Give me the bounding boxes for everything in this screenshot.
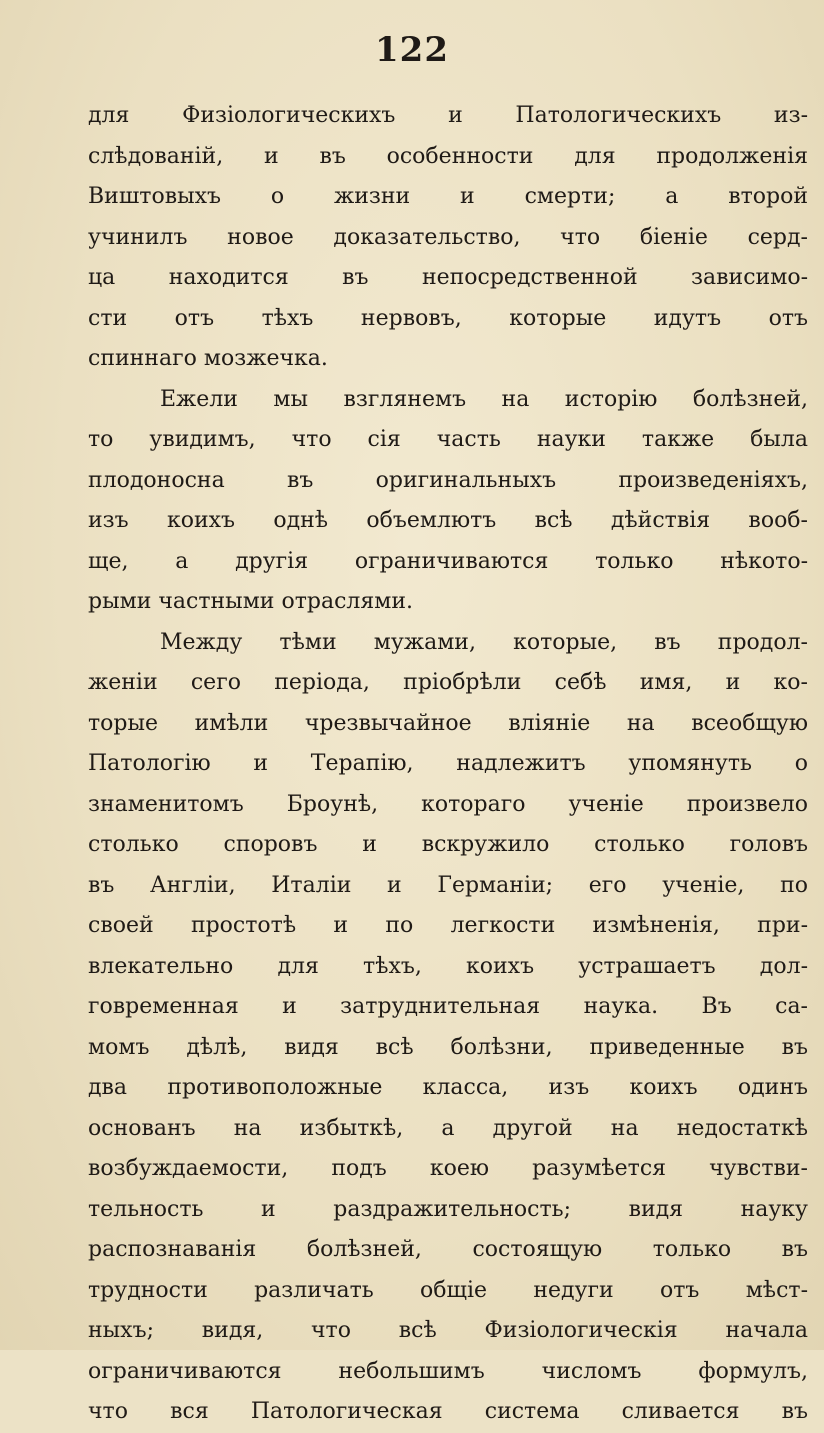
text-line: для Физіологическихъ и Патологическихъ из-: [88, 103, 808, 128]
text-line: влекательно для тѣхъ, коихъ устрашаетъ дол-: [88, 953, 808, 979]
text-line: изъ коихъ однѣ объемлютъ всѣ дѣйствія вооб-: [88, 508, 808, 533]
text-line: спиннаго мозжечка.: [88, 346, 328, 371]
text-line: сти отъ тѣхъ нервовъ, которые идутъ отъ: [88, 305, 808, 331]
text-line: то увидимъ, что сія часть науки также была: [88, 427, 808, 452]
text-line: основанъ на избыткѣ, а другой на недостаткѣ: [88, 1115, 808, 1141]
text-line: учинилъ новое доказательство, что біеніе серд-: [88, 224, 808, 250]
text-line: плодоносна въ оригинальныхъ произведеніяхъ,: [88, 467, 808, 493]
text-line: Виштовыхъ о жизни и смерти; а второй: [88, 184, 808, 209]
text-line: женіи сего періода, пріобрѣли себѣ имя, и ко-: [88, 670, 808, 695]
text-line: тельность и раздражительность; видя науку: [88, 1196, 808, 1222]
text-line: говременная и затруднительная наука. Въ са-: [88, 994, 808, 1019]
text-line: возбуждаемости, подъ коею разумѣется чувстви-: [88, 1156, 808, 1181]
paragraph-2: [88, 380, 808, 623]
text-line: ограничиваются небольшимъ числомъ формулъ,: [88, 1358, 808, 1384]
text-line: момъ дѣлѣ, видя всѣ болѣзни, приведенные въ: [88, 1034, 808, 1060]
text-line: ца находится въ непосредственной зависимо-: [88, 265, 808, 290]
text-line: трудности различать общіе недуги отъ мѣст-: [88, 1277, 808, 1303]
paragraph-3: [88, 623, 808, 1433]
text-line: два противоположные класса, изъ коихъ одинъ: [88, 1075, 808, 1100]
body-text: [88, 96, 808, 1433]
text-line: ныхъ; видя, что всѣ Физіологическія начала: [88, 1318, 808, 1343]
text-line: торые имѣли чрезвычайное вліяніе на всеобщую: [88, 710, 808, 736]
text-line: ще, а другія ограничиваются только нѣкото-: [88, 548, 808, 574]
text-line: слѣдованій, и въ особенности для продолженія: [88, 143, 808, 169]
text-line: въ Англіи, Италіи и Германіи; его ученіе, по: [88, 872, 808, 898]
text-line: столько споровъ и вскружило столько головъ: [88, 832, 808, 857]
text-line: своей простотѣ и по легкости измѣненія, при-: [88, 913, 808, 938]
text-line: что вся Патологическая система сливается въ: [88, 1399, 808, 1424]
text-line: Между тѣми мужами, которые, въ продол-: [160, 629, 808, 655]
paragraph-1: [88, 96, 808, 380]
text-line: Ежели мы взглянемъ на исторію болѣзней,: [160, 386, 808, 412]
text-line: знаменитомъ Броунѣ, котораго ученіе произвело: [88, 791, 808, 817]
page-number: 122: [375, 30, 449, 70]
text-line: Патологію и Терапію, надлежитъ упомянуть о: [88, 751, 808, 776]
text-line: распознаванія болѣзней, состоящую только въ: [88, 1237, 808, 1262]
text-line: рыми частными отраслями.: [88, 589, 414, 614]
